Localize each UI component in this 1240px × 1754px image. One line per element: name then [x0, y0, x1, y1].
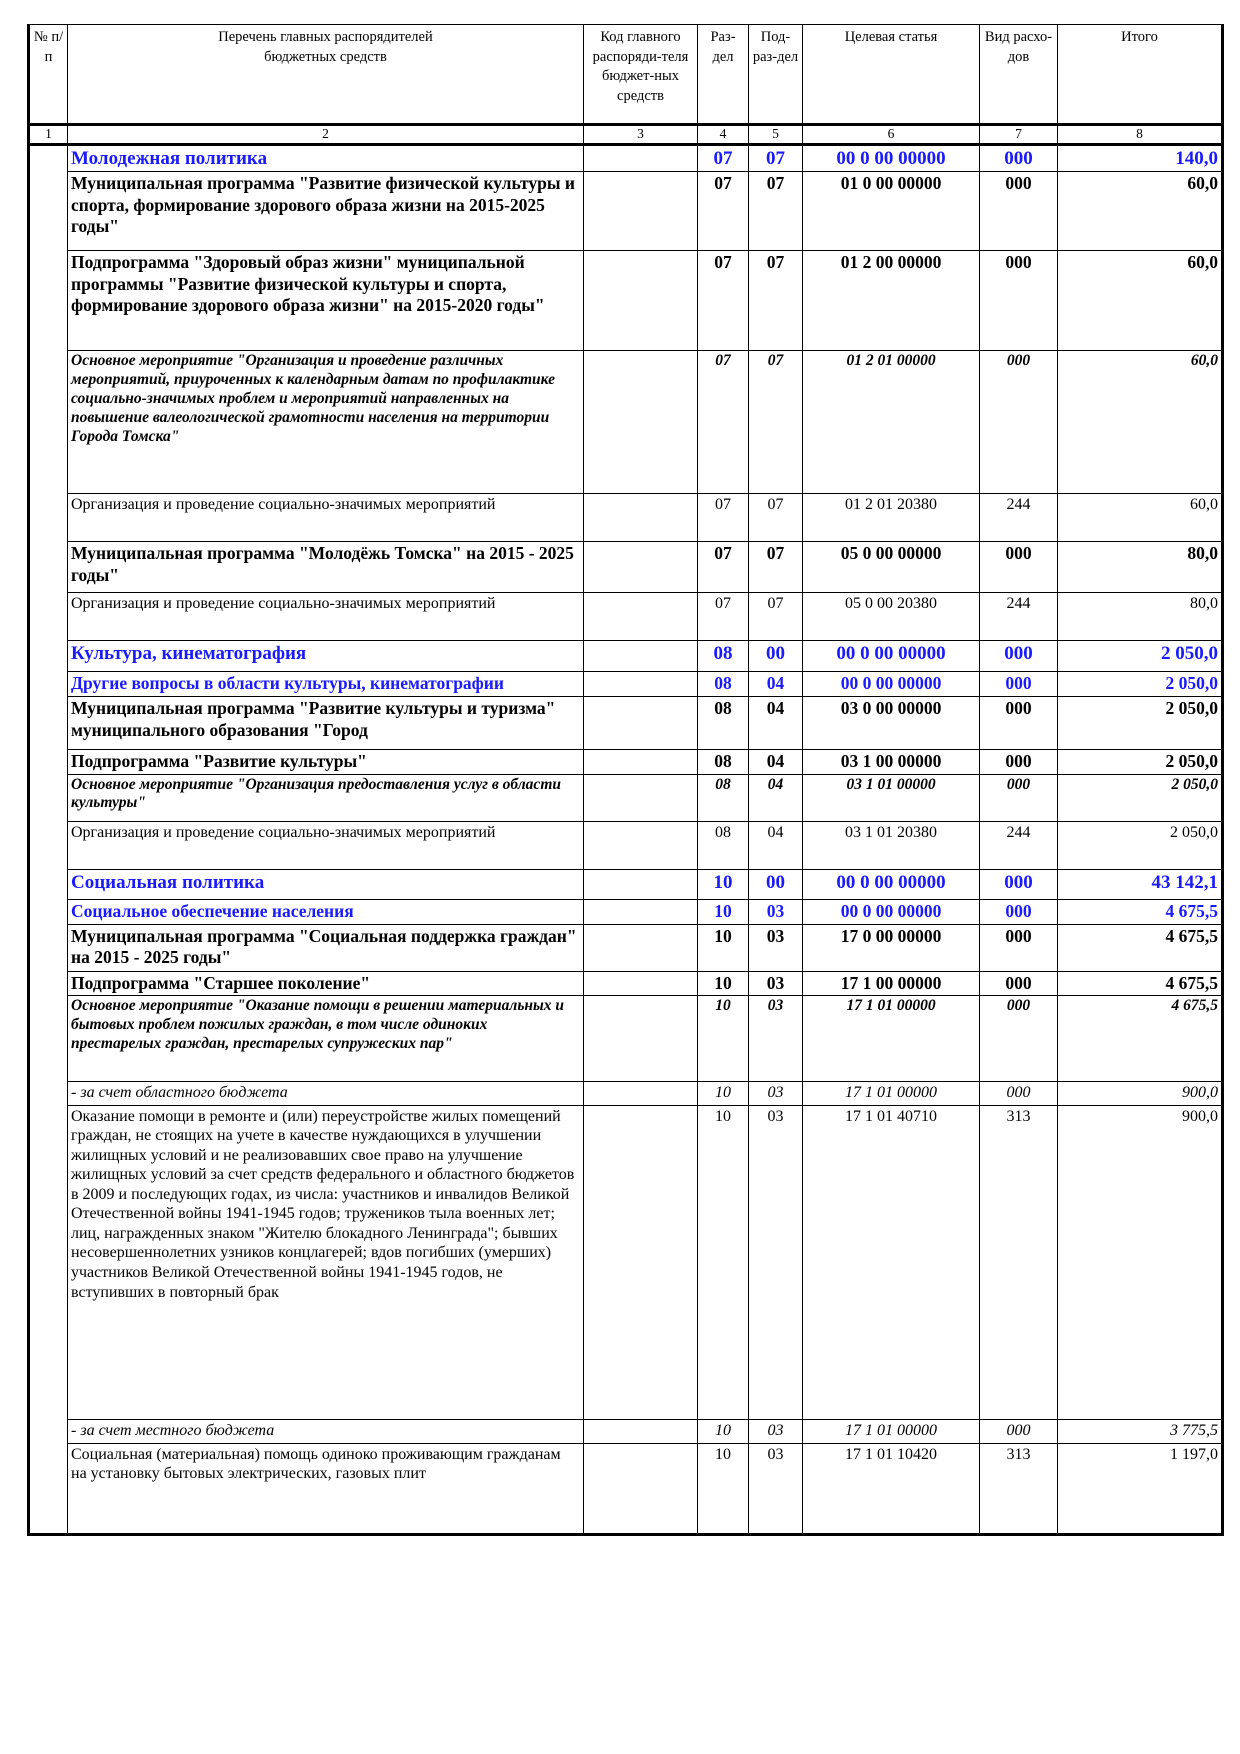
- row-number-cell: [29, 821, 68, 869]
- colnum-8: 8: [1058, 125, 1223, 145]
- row-expense-type: 244: [980, 593, 1058, 641]
- row-target: 01 0 00 00000: [803, 172, 980, 251]
- row-subsection: 07: [749, 542, 803, 593]
- row-section: 10: [698, 1443, 749, 1534]
- colnum-4: 4: [698, 125, 749, 145]
- row-code: [584, 869, 698, 899]
- row-target: 17 1 01 00000: [803, 995, 980, 1081]
- table-row: [29, 899, 1223, 924]
- row-name: Основное мероприятие "Организация предоставления услуг в области культуры": [68, 774, 584, 821]
- row-number-cell: [29, 971, 68, 995]
- row-section: 07: [698, 351, 749, 494]
- header-name: [68, 25, 584, 125]
- row-code: [584, 641, 698, 672]
- row-target: 00 0 00 00000: [803, 641, 980, 672]
- header-no: № п/п: [29, 25, 68, 125]
- table-row: [29, 672, 1223, 697]
- row-number-cell: [29, 351, 68, 494]
- row-target: 03 1 00 00000: [803, 750, 980, 774]
- row-expense-type: 000: [980, 697, 1058, 750]
- row-expense-type: 000: [980, 351, 1058, 494]
- header-total: Итого: [1058, 25, 1223, 125]
- row-section: 10: [698, 995, 749, 1081]
- table-row: [29, 1419, 1223, 1443]
- row-section: 10: [698, 1419, 749, 1443]
- row-total: 2 050,0: [1058, 641, 1223, 672]
- row-number-cell: [29, 593, 68, 641]
- row-subsection: 07: [749, 593, 803, 641]
- row-name: Социальная политика: [68, 869, 584, 899]
- colnum-2: 2: [68, 125, 584, 145]
- row-code: [584, 821, 698, 869]
- row-subsection: 04: [749, 774, 803, 821]
- row-name: Другие вопросы в области культуры, кинематографии: [68, 672, 584, 697]
- row-number-cell: [29, 924, 68, 971]
- row-code: [584, 1105, 698, 1419]
- row-section: 07: [698, 172, 749, 251]
- row-expense-type: 000: [980, 1081, 1058, 1105]
- table-row: [29, 869, 1223, 899]
- row-number-cell: [29, 697, 68, 750]
- table-header-row: [29, 25, 1223, 125]
- row-total: 60,0: [1058, 351, 1223, 494]
- table-row: [29, 774, 1223, 821]
- header-section: Раз-дел: [698, 25, 749, 125]
- table-row: [29, 1105, 1223, 1419]
- row-section: 10: [698, 971, 749, 995]
- row-name: Подпрограмма "Старшее поколение": [68, 971, 584, 995]
- row-number-cell: [29, 251, 68, 351]
- budget-table: [27, 24, 1224, 1536]
- row-subsection: 03: [749, 1443, 803, 1534]
- row-subsection: 03: [749, 1081, 803, 1105]
- row-number-cell: [29, 995, 68, 1081]
- table-row: [29, 697, 1223, 750]
- table-row: [29, 924, 1223, 971]
- row-expense-type: 313: [980, 1105, 1058, 1419]
- row-name: Оказание помощи в ремонте и (или) переустройстве жилых помещений граждан, не стоящих на учете в качестве нуждающихся в улучшении жилищных условий и не реализовавших свое право на улучшение жилищных условий за счет средств федерального и областного бюджетов в 2009 и последующих годах, из числа: участников и инвалидов Великой Отечественной войны 1941-1945 годов; тружеников тыла военных лет; лиц, награжденных знаком "Жителю блокадного Ленинграда"; бывших несовершеннолетних узников концлагерей; вдов погибших (умерших) участников Великой Отечественной войны 1941-1945 годов, не вступивших в повторный брак: [68, 1105, 584, 1419]
- row-target: 03 0 00 00000: [803, 697, 980, 750]
- row-code: [584, 172, 698, 251]
- row-code: [584, 542, 698, 593]
- table-row: [29, 750, 1223, 774]
- row-number-cell: [29, 494, 68, 542]
- row-name: Молодежная политика: [68, 145, 584, 172]
- row-target: 03 1 01 00000: [803, 774, 980, 821]
- row-total: 4 675,5: [1058, 995, 1223, 1081]
- row-expense-type: 000: [980, 641, 1058, 672]
- row-number-cell: [29, 750, 68, 774]
- row-code: [584, 697, 698, 750]
- row-number-cell: [29, 1081, 68, 1105]
- row-expense-type: 244: [980, 821, 1058, 869]
- row-section: 10: [698, 1105, 749, 1419]
- row-name: Подпрограмма "Развитие культуры": [68, 750, 584, 774]
- row-total: 140,0: [1058, 145, 1223, 172]
- row-section: 10: [698, 899, 749, 924]
- row-total: 2 050,0: [1058, 672, 1223, 697]
- row-target: 01 2 00 00000: [803, 251, 980, 351]
- row-expense-type: 000: [980, 251, 1058, 351]
- row-code: [584, 750, 698, 774]
- row-section: 07: [698, 145, 749, 172]
- row-name: Основное мероприятие "Организация и проведение различных мероприятий, приуроченных к календарным датам по профилактике социально-значимых проблем и мероприятий направленных на повышение валеологической грамотности населения на территории Города Томска": [68, 351, 584, 494]
- table-row: [29, 971, 1223, 995]
- row-subsection: 04: [749, 697, 803, 750]
- row-number-cell: [29, 641, 68, 672]
- row-target: 17 1 01 40710: [803, 1105, 980, 1419]
- row-total: 60,0: [1058, 251, 1223, 351]
- row-target: 00 0 00 00000: [803, 672, 980, 697]
- row-number-cell: [29, 1105, 68, 1419]
- row-target: 17 0 00 00000: [803, 924, 980, 971]
- row-total: 4 675,5: [1058, 899, 1223, 924]
- row-name: - за счет областного бюджета: [68, 1081, 584, 1105]
- row-total: 4 675,5: [1058, 971, 1223, 995]
- row-section: 08: [698, 750, 749, 774]
- row-expense-type: 000: [980, 774, 1058, 821]
- row-expense-type: 000: [980, 145, 1058, 172]
- row-subsection: 00: [749, 869, 803, 899]
- row-name: Организация и проведение социально-значимых мероприятий: [68, 494, 584, 542]
- row-subsection: 03: [749, 1105, 803, 1419]
- colnum-1: 1: [29, 125, 68, 145]
- row-name: Организация и проведение социально-значимых мероприятий: [68, 821, 584, 869]
- column-numbers-row: [29, 125, 1223, 145]
- row-subsection: 07: [749, 351, 803, 494]
- row-number-cell: [29, 1419, 68, 1443]
- row-number-cell: [29, 899, 68, 924]
- row-number-cell: [29, 1443, 68, 1534]
- row-target: 00 0 00 00000: [803, 145, 980, 172]
- row-subsection: 04: [749, 821, 803, 869]
- row-target: 17 1 01 00000: [803, 1419, 980, 1443]
- row-expense-type: 000: [980, 750, 1058, 774]
- row-name: Муниципальная программа "Развитие физической культуры и спорта, формирование здорового образа жизни на 2015-2025 годы": [68, 172, 584, 251]
- row-code: [584, 899, 698, 924]
- row-section: 10: [698, 869, 749, 899]
- row-target: 00 0 00 00000: [803, 899, 980, 924]
- row-number-cell: [29, 774, 68, 821]
- row-total: 900,0: [1058, 1105, 1223, 1419]
- row-name: Муниципальная программа "Молодёжь Томска" на 2015 - 2025 годы": [68, 542, 584, 593]
- colnum-6: 6: [803, 125, 980, 145]
- row-code: [584, 251, 698, 351]
- row-total: 3 775,5: [1058, 1419, 1223, 1443]
- row-subsection: 07: [749, 494, 803, 542]
- row-name: Культура, кинематография: [68, 641, 584, 672]
- row-target: 01 2 01 20380: [803, 494, 980, 542]
- row-total: 4 675,5: [1058, 924, 1223, 971]
- table-row: [29, 593, 1223, 641]
- row-subsection: 03: [749, 995, 803, 1081]
- row-section: 08: [698, 641, 749, 672]
- table-row: [29, 641, 1223, 672]
- header-expense: Вид расхо-дов: [980, 25, 1058, 125]
- row-code: [584, 924, 698, 971]
- row-total: 900,0: [1058, 1081, 1223, 1105]
- header-code: Код главного распоряди-теля бюджет-ных средств: [584, 25, 698, 125]
- header-subsection: Под-раз-дел: [749, 25, 803, 125]
- row-code: [584, 672, 698, 697]
- row-subsection: 03: [749, 924, 803, 971]
- row-expense-type: 000: [980, 869, 1058, 899]
- row-code: [584, 351, 698, 494]
- colnum-5: 5: [749, 125, 803, 145]
- row-total: 80,0: [1058, 542, 1223, 593]
- row-number-cell: [29, 172, 68, 251]
- row-target: 00 0 00 00000: [803, 869, 980, 899]
- row-expense-type: 000: [980, 672, 1058, 697]
- row-expense-type: 000: [980, 1419, 1058, 1443]
- table-row: [29, 172, 1223, 251]
- row-expense-type: 000: [980, 971, 1058, 995]
- row-target: 17 1 01 00000: [803, 1081, 980, 1105]
- row-section: 10: [698, 924, 749, 971]
- row-name: Подпрограмма "Здоровый образ жизни" муниципальной программы "Развитие физической культуры и спорта, формирование здорового образа жизни" на 2015-2020 годы": [68, 251, 584, 351]
- table-row: [29, 1081, 1223, 1105]
- row-expense-type: 000: [980, 172, 1058, 251]
- row-total: 1 197,0: [1058, 1443, 1223, 1534]
- table-row: [29, 542, 1223, 593]
- row-name: Муниципальная программа "Социальная поддержка граждан" на 2015 - 2025 годы": [68, 924, 584, 971]
- row-code: [584, 774, 698, 821]
- row-name: Основное мероприятие "Оказание помощи в решении материальных и бытовых проблем пожилых граждан, в том числе одиноких престарелых граждан, престарелых супружеских пар": [68, 995, 584, 1081]
- row-section: 07: [698, 542, 749, 593]
- row-section: 08: [698, 672, 749, 697]
- row-code: [584, 1081, 698, 1105]
- header-name-text: Перечень главных распорядителей бюджетных средств: [218, 29, 433, 65]
- row-name: Муниципальная программа "Развитие культуры и туризма" муниципального образования "Город: [68, 697, 584, 750]
- row-total: 2 050,0: [1058, 821, 1223, 869]
- table-row: [29, 145, 1223, 172]
- row-name: Социальное обеспечение населения: [68, 899, 584, 924]
- header-target: Целевая статья: [803, 25, 980, 125]
- row-name: - за счет местного бюджета: [68, 1419, 584, 1443]
- row-number-cell: [29, 672, 68, 697]
- row-section: 08: [698, 774, 749, 821]
- row-total: 2 050,0: [1058, 750, 1223, 774]
- row-subsection: 03: [749, 971, 803, 995]
- row-subsection: 03: [749, 899, 803, 924]
- row-expense-type: 244: [980, 494, 1058, 542]
- row-subsection: 03: [749, 1419, 803, 1443]
- table-row: [29, 251, 1223, 351]
- table-row: [29, 351, 1223, 494]
- row-subsection: 07: [749, 172, 803, 251]
- row-subsection: 04: [749, 672, 803, 697]
- row-target: 03 1 01 20380: [803, 821, 980, 869]
- row-number-cell: [29, 145, 68, 172]
- row-code: [584, 971, 698, 995]
- table-row: [29, 494, 1223, 542]
- table-row: [29, 1443, 1223, 1534]
- row-expense-type: 313: [980, 1443, 1058, 1534]
- row-name: Социальная (материальная) помощь одиноко проживающим гражданам на установку бытовых электрических, газовых плит: [68, 1443, 584, 1534]
- colnum-7: 7: [980, 125, 1058, 145]
- row-number-cell: [29, 869, 68, 899]
- row-section: 08: [698, 821, 749, 869]
- row-section: 07: [698, 593, 749, 641]
- row-total: 60,0: [1058, 172, 1223, 251]
- row-code: [584, 145, 698, 172]
- row-subsection: 07: [749, 251, 803, 351]
- row-target: 05 0 00 20380: [803, 593, 980, 641]
- row-section: 07: [698, 494, 749, 542]
- row-code: [584, 593, 698, 641]
- row-code: [584, 494, 698, 542]
- row-expense-type: 000: [980, 995, 1058, 1081]
- row-target: 17 1 01 10420: [803, 1443, 980, 1534]
- row-number-cell: [29, 542, 68, 593]
- row-target: 05 0 00 00000: [803, 542, 980, 593]
- row-code: [584, 1419, 698, 1443]
- row-code: [584, 995, 698, 1081]
- row-subsection: 04: [749, 750, 803, 774]
- row-section: 08: [698, 697, 749, 750]
- row-target: 01 2 01 00000: [803, 351, 980, 494]
- row-name: Организация и проведение социально-значимых мероприятий: [68, 593, 584, 641]
- row-total: 2 050,0: [1058, 697, 1223, 750]
- table-row: [29, 821, 1223, 869]
- row-target: 17 1 00 00000: [803, 971, 980, 995]
- row-total: 60,0: [1058, 494, 1223, 542]
- row-subsection: 07: [749, 145, 803, 172]
- row-total: 80,0: [1058, 593, 1223, 641]
- row-expense-type: 000: [980, 899, 1058, 924]
- row-code: [584, 1443, 698, 1534]
- row-section: 10: [698, 1081, 749, 1105]
- row-section: 07: [698, 251, 749, 351]
- table-row: [29, 995, 1223, 1081]
- row-total: 43 142,1: [1058, 869, 1223, 899]
- colnum-3: 3: [584, 125, 698, 145]
- row-subsection: 00: [749, 641, 803, 672]
- row-expense-type: 000: [980, 924, 1058, 971]
- row-expense-type: 000: [980, 542, 1058, 593]
- row-total: 2 050,0: [1058, 774, 1223, 821]
